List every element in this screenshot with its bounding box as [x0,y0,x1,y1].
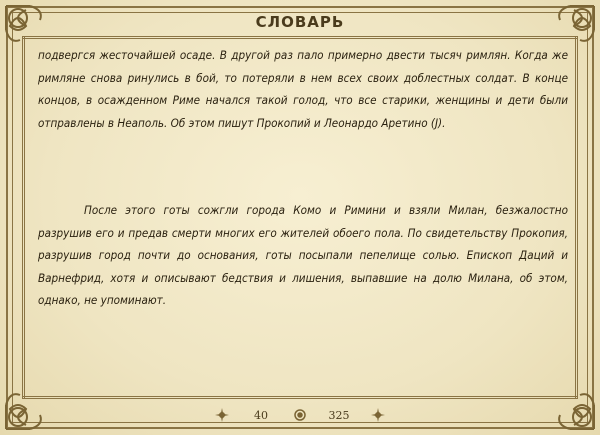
paragraph-2: После этого готы сожгли города Комо и Римини и взяли Милан, безжалостно разрушив его и предав смерти многих его жителей обоего пола. По свидетельству Прокопия, разрушив город почти до основания, готы посыпали пепелище солью. Епископ Даций и Варнефрид, хотя и описывают бедствия и лишения, выпавшие на долю Милана, об этом, однако, не упоминают. [38,203,568,307]
page-title: СЛОВАРЬ [255,13,345,31]
page-number-left: 40 [254,408,268,422]
page-number-right: 325 [328,408,350,422]
paragraph-1: подвергся жесточайшей осаде. В другой раз пало примерно двести тысяч римлян. Когда же римляне снова ринулись в бой, то потеряли в нем всех своих доблестных солдат. В конце концов, в осажденном Риме начался такой голод, что все старики, женщины и дети были отправлены в Неаполь. Об этом пишут Прокопий и Леонардо Аретино (J). [38,48,568,130]
center-ornament-icon[interactable] [293,408,307,422]
page-footer [0,404,600,426]
next-ornament-icon[interactable] [371,408,385,422]
prev-ornament-icon[interactable] [215,408,229,422]
